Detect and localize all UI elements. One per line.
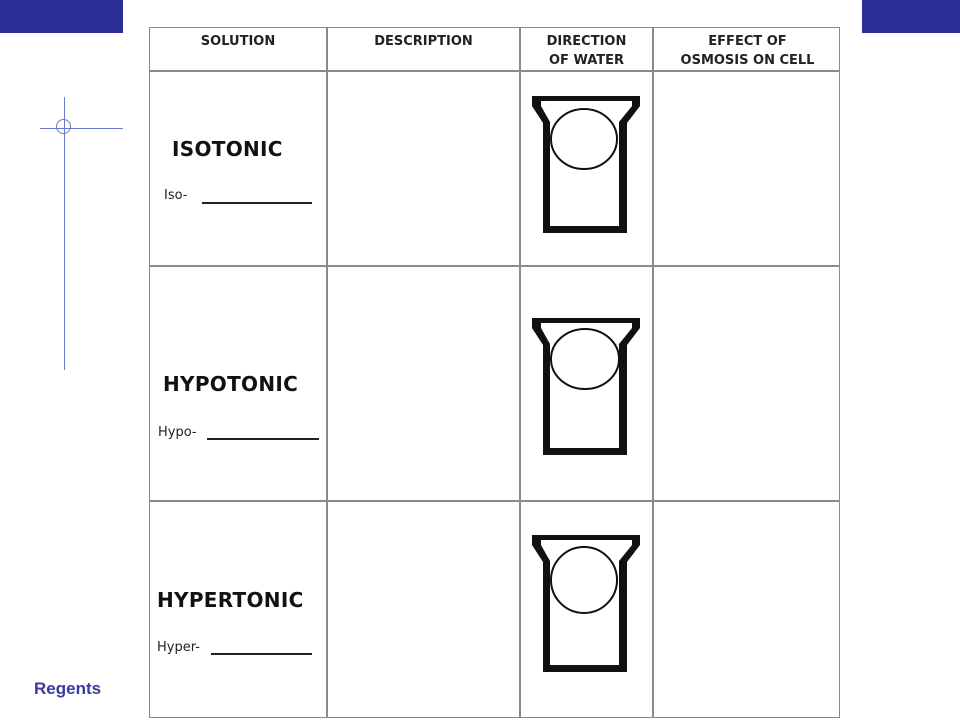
crosshair-circle-icon: [56, 119, 71, 134]
column-header-effect-of-osmosis: EFFECT OF OSMOSIS ON CELL: [680, 34, 815, 68]
footer-label: Regents: [34, 679, 102, 698]
column-divider: [652, 28, 654, 717]
osmosis-worksheet-table: [149, 27, 840, 718]
prefix-label-hyper: Hyper-: [157, 640, 200, 655]
row-divider: [150, 265, 839, 267]
fill-in-blank-line: [202, 202, 312, 204]
slide-header-bar-right: [862, 0, 960, 33]
row-divider: [150, 500, 839, 502]
prefix-label-hypo: Hypo-: [158, 425, 197, 440]
beaker-with-cell-diagram: [530, 532, 643, 680]
solution-name-isotonic: ISOTONIC: [172, 137, 283, 161]
column-header-solution: SOLUTION: [200, 34, 276, 49]
slide-header-bar-left: [0, 0, 123, 33]
solution-name-hypotonic: HYPOTONIC: [163, 372, 299, 396]
row-divider: [150, 70, 839, 72]
slide-guide-vertical-line: [64, 97, 65, 370]
solution-name-hypertonic: HYPERTONIC: [157, 588, 304, 612]
fill-in-blank-line: [211, 653, 312, 655]
column-divider: [519, 28, 521, 717]
column-divider: [326, 28, 328, 717]
beaker-with-cell-diagram: [530, 315, 643, 463]
column-header-direction-of-water: DIRECTION OF WATER: [546, 34, 627, 68]
beaker-with-cell-diagram: [530, 93, 643, 241]
prefix-label-iso: Iso-: [164, 188, 188, 203]
fill-in-blank-line: [207, 438, 319, 440]
column-header-description: DESCRIPTION: [374, 34, 473, 49]
slide-guide-horizontal-line: [40, 128, 123, 129]
